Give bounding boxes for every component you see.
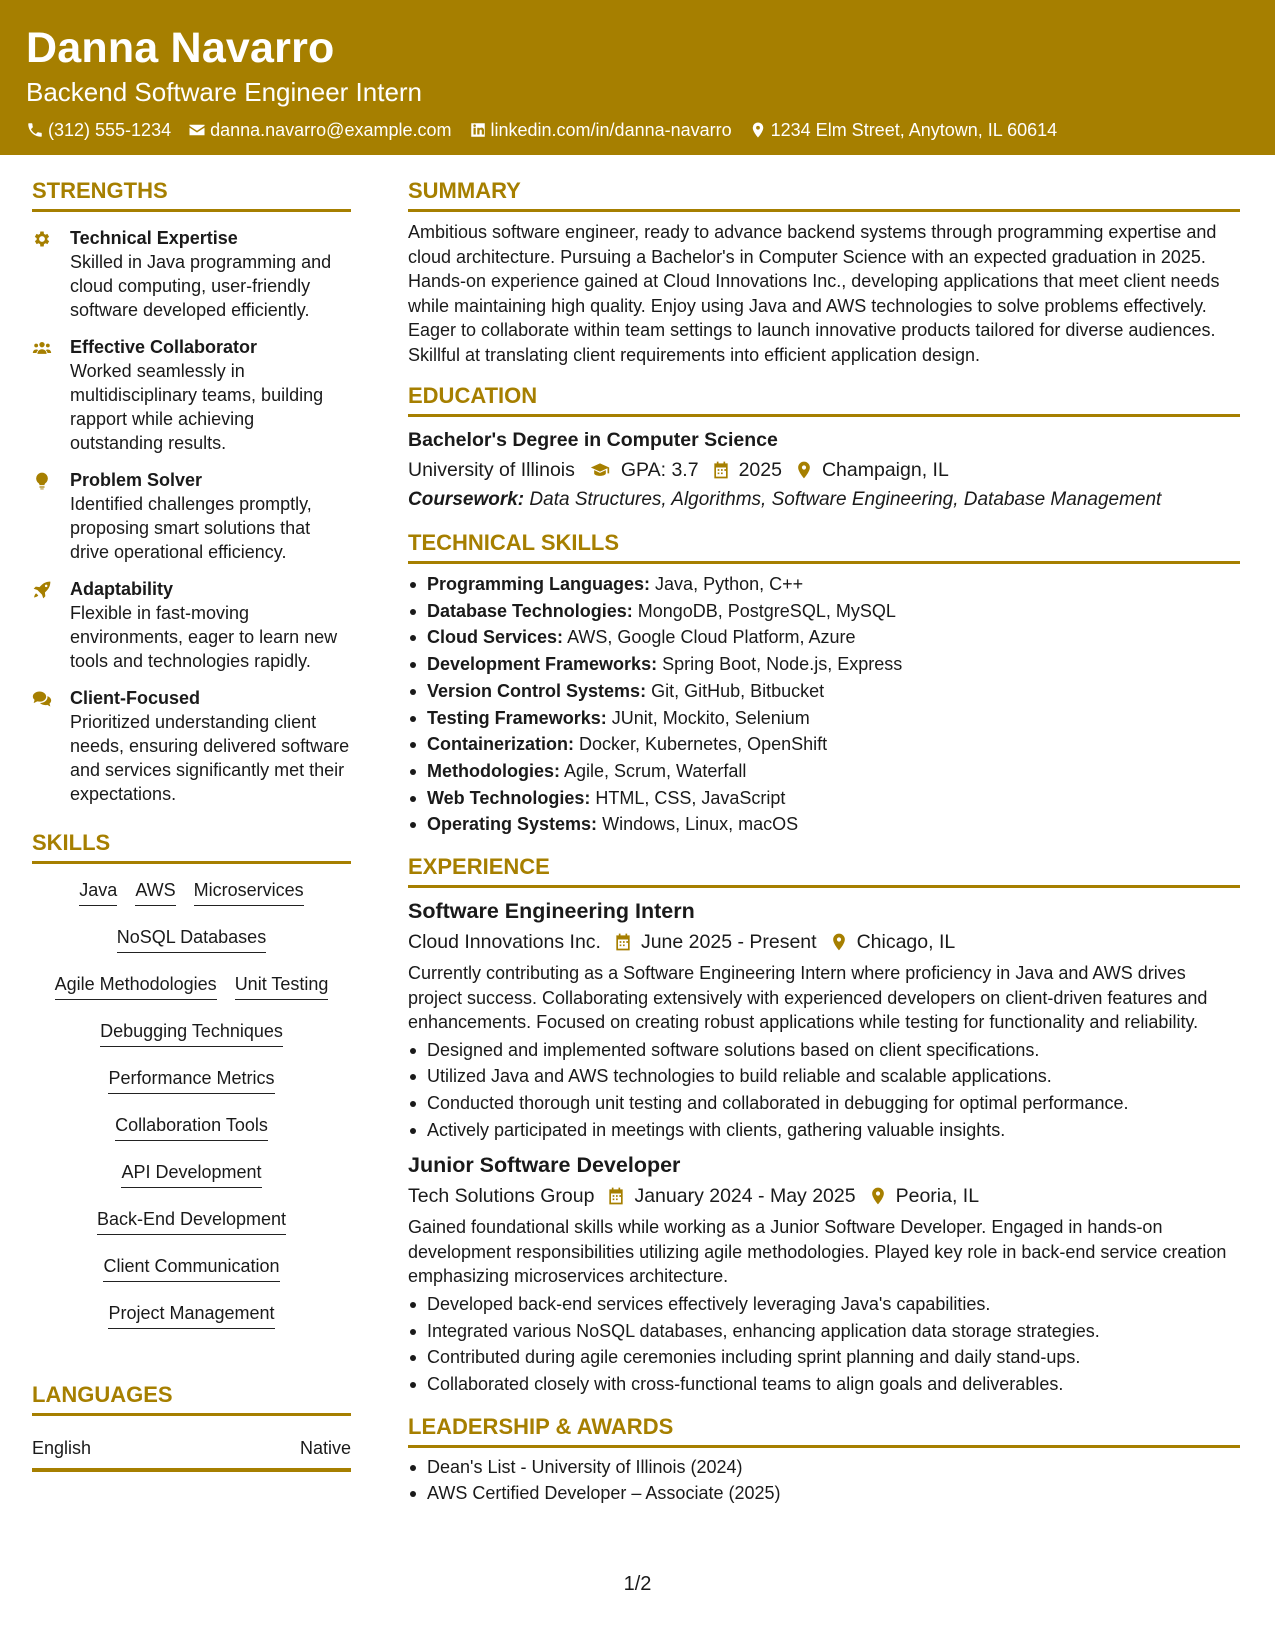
tech-skill-value: JUnit, Mockito, Selenium (611, 707, 810, 728)
job-location (868, 1182, 979, 1210)
year-text: 2025 (738, 459, 782, 481)
list-item: Conducted thorough unit testing and collaborated in debugging for optimal performance. (408, 1090, 1240, 1117)
tech-skill-label: Operating Systems: (427, 814, 598, 835)
strength-item (32, 335, 351, 455)
leadership-list (408, 1454, 1240, 1507)
list-item (408, 624, 1240, 651)
contact-phone (26, 117, 171, 143)
tech-skill-value: Windows, Linux, macOS (602, 814, 799, 835)
gpa-text: GPA: 3.7 (620, 459, 699, 481)
coursework (408, 486, 1240, 514)
tech-skill-label: Version Control Systems: (427, 680, 647, 701)
strength-title: Client-Focused (70, 688, 201, 708)
education-location (794, 456, 949, 484)
strength-description: Skilled in Java programming and cloud computing, user-friendly software developed efficiently. (70, 252, 332, 320)
gear-icon (32, 229, 52, 249)
strength-item (32, 226, 351, 322)
tech-skill-value: Docker, Kubernetes, OpenShift (579, 734, 828, 755)
technical-skills-list (408, 571, 1240, 838)
skill-tag: Microservices (194, 878, 304, 906)
skill-tag: Debugging Techniques (100, 1019, 283, 1047)
list-item (408, 678, 1240, 705)
job-bullets (408, 1037, 1240, 1144)
skill-tag: Java (79, 878, 117, 906)
skills-list (32, 878, 351, 1348)
dates-text: January 2024 - May 2025 (634, 1185, 856, 1208)
phone-icon (26, 121, 44, 139)
linkedin-url[interactable]: linkedin.com/in/danna-navarro (490, 120, 732, 140)
resume-header (0, 0, 1275, 155)
lightbulb-icon (32, 471, 52, 491)
school-name (408, 456, 575, 484)
job-meta (408, 1182, 1240, 1210)
list-item (408, 731, 1240, 758)
language-row (32, 1436, 351, 1472)
email-address[interactable]: danna.navarro@example.com (210, 120, 452, 140)
graduation-year (711, 456, 782, 484)
skills-heading: SKILLS (32, 828, 351, 864)
graduation-cap-icon (587, 460, 613, 480)
right-column (408, 176, 1240, 1507)
list-item: Contributed during agile ceremonies including sprint planning and daily stand-ups. (408, 1344, 1240, 1371)
job-title: Junior Software Developer (408, 1153, 681, 1178)
job-dates (613, 928, 817, 956)
technical-skills-heading: TECHNICAL SKILLS (408, 528, 1240, 564)
tech-skill-label: Database Technologies: (427, 600, 633, 621)
list-item: Collaborated closely with cross-functional teams to align goals and deliverables. (408, 1371, 1240, 1398)
skill-tag: Back-End Development (97, 1207, 286, 1235)
list-item: Actively participated in meetings with clients, gathering valuable insights. (408, 1117, 1240, 1144)
location-text: Champaign, IL (821, 459, 949, 481)
skill-tag: Unit Testing (235, 972, 329, 1000)
tech-skill-value: Agile, Scrum, Waterfall (564, 760, 747, 781)
skill-tag: Client Communication (103, 1254, 279, 1282)
location-text: Chicago, IL (856, 931, 956, 954)
map-pin-icon (868, 1186, 888, 1206)
degree-title: Bachelor's Degree in Computer Science (408, 429, 778, 451)
list-item: Utilized Java and AWS technologies to build reliable and scalable applications. (408, 1063, 1240, 1090)
skill-tag: Performance Metrics (108, 1066, 274, 1094)
job-dates (606, 1182, 855, 1210)
list-item (408, 811, 1240, 838)
contact-address (749, 117, 1058, 143)
contact-email[interactable] (188, 117, 451, 143)
strength-title: Technical Expertise (70, 228, 238, 248)
education-meta (408, 456, 1240, 484)
coursework-list: Data Structures, Algorithms, Software Engineering, Database Management (529, 489, 1162, 510)
strength-item (32, 686, 351, 806)
leadership-heading: LEADERSHIP & AWARDS (408, 1412, 1240, 1448)
skill-tag: Project Management (108, 1301, 274, 1329)
dates-text: June 2025 - Present (640, 931, 817, 954)
tech-skill-value: Spring Boot, Node.js, Express (662, 654, 903, 675)
tech-skill-label: Web Technologies: (427, 787, 591, 808)
skill-tag: Agile Methodologies (55, 972, 217, 1000)
tech-skill-value: Java, Python, C++ (655, 574, 804, 594)
strength-title: Effective Collaborator (70, 337, 258, 357)
address-text: 1234 Elm Street, Anytown, IL 60614 (770, 120, 1058, 140)
strength-description: Flexible in fast-moving environments, eager to learn new tools and technologies rapidly. (70, 603, 338, 671)
calendar-icon (711, 460, 731, 480)
list-item (408, 705, 1240, 732)
candidate-name: Danna Navarro (26, 24, 335, 72)
list-item (408, 571, 1240, 598)
job-description: Currently contributing as a Software Engineering Intern where proficiency in Java and AWS drives project success. Collaborating extensively with experienced developers on client-driven features and enhancements. Focused on creating robust applications while testing for functionality and reliability. (408, 963, 1208, 1033)
list-item: AWS Certified Developer – Associate (2025) (408, 1480, 1240, 1507)
page-number: 1/2 (623, 1573, 652, 1595)
skill-tag: NoSQL Databases (117, 925, 266, 953)
strengths-heading: STRENGTHS (32, 176, 351, 212)
tech-skill-label: Cloud Services: (427, 627, 564, 648)
skill-tag: AWS (135, 878, 175, 906)
map-pin-icon (794, 460, 814, 480)
strength-item (32, 468, 351, 564)
list-item: Dean's List - University of Illinois (2024) (408, 1454, 1240, 1481)
gpa (587, 456, 699, 484)
tech-skill-label: Testing Frameworks: (427, 707, 607, 728)
languages-heading: LANGUAGES (32, 1380, 351, 1416)
company-text: Tech Solutions Group (408, 1185, 595, 1208)
list-item (408, 785, 1240, 812)
map-pin-icon (829, 932, 849, 952)
comments-icon (32, 689, 52, 709)
strength-title: Problem Solver (70, 470, 203, 490)
phone-number: (312) 555-1234 (48, 120, 172, 140)
school-text: University of Illinois (408, 459, 575, 481)
strength-title: Adaptability (70, 579, 174, 599)
tech-skill-value: HTML, CSS, JavaScript (595, 787, 786, 808)
linkedin-icon (469, 121, 487, 139)
skill-tag: Collaboration Tools (115, 1113, 268, 1141)
tech-skill-value: MongoDB, PostgreSQL, MySQL (637, 600, 896, 621)
list-item (408, 758, 1240, 785)
job-title: Software Engineering Intern (408, 899, 695, 924)
rocket-icon (32, 580, 52, 600)
tech-skill-label: Containerization: (427, 734, 574, 755)
job-entry (408, 1151, 1240, 1397)
company-text: Cloud Innovations Inc. (408, 931, 601, 954)
summary-heading: SUMMARY (408, 176, 1240, 212)
users-icon (32, 338, 52, 358)
list-item (408, 651, 1240, 678)
tech-skill-label: Development Frameworks: (427, 654, 658, 675)
candidate-title: Backend Software Engineer Intern (26, 77, 423, 107)
strength-description: Identified challenges promptly, proposing smart solutions that drive operational efficiency. (70, 494, 312, 562)
strength-description: Worked seamlessly in multidisciplinary teams, building rapport while achieving outstanding results. (70, 361, 324, 453)
skill-tag: API Development (121, 1160, 261, 1188)
company-name (408, 928, 601, 956)
job-description: Gained foundational skills while working as a Junior Software Developer. Engaged in hands-on development responsibilities utilizing agile methodologies. Played key role in back-end service creation emphasizing microservices architecture. (408, 1217, 1227, 1287)
envelope-icon (188, 121, 206, 139)
contact-linkedin[interactable] (469, 117, 732, 143)
left-column (32, 176, 351, 1472)
job-entry (408, 897, 1240, 1143)
list-item (408, 598, 1240, 625)
list-item: Designed and implemented software solutions based on client specifications. (408, 1037, 1240, 1064)
language-name: English (32, 1438, 92, 1458)
tech-skill-value: Git, GitHub, Bitbucket (651, 680, 825, 701)
list-item: Developed back-end services effectively leveraging Java's capabilities. (408, 1291, 1240, 1318)
map-pin-icon (749, 121, 767, 139)
job-location (829, 928, 956, 956)
tech-skill-label: Programming Languages: (427, 574, 651, 594)
tech-skill-label: Methodologies: (427, 760, 560, 781)
calendar-icon (606, 1186, 626, 1206)
job-bullets (408, 1291, 1240, 1398)
job-meta (408, 928, 1240, 956)
summary-text: Ambitious software engineer, ready to advance backend systems through programming expertise and cloud architecture. Pursuing a Bachelor's in Computer Science with an expected graduation in 2025. Hands-on experience gained at Cloud Innovations Inc., developing applications that meet client needs while maintaining high quality. Enjoy using Java and AWS technologies to solve problems effectively. Eager to collaborate within team settings to launch innovative products tailored for diverse audiences. Skillful at translating client requirements into efficient application design. (408, 222, 1220, 365)
company-name (408, 1182, 594, 1210)
coursework-label: Coursework: (408, 489, 525, 510)
location-text: Peoria, IL (895, 1185, 980, 1208)
education-heading: EDUCATION (408, 381, 1240, 417)
list-item: Integrated various NoSQL databases, enhancing application data storage strategies. (408, 1318, 1240, 1345)
calendar-icon (613, 932, 633, 952)
contact-bar (26, 117, 1249, 143)
tech-skill-value: AWS, Google Cloud Platform, Azure (567, 627, 856, 648)
strength-description: Prioritized understanding client needs, ensuring delivered software and services significantly met their expectations. (70, 712, 350, 804)
experience-heading: EXPERIENCE (408, 852, 1240, 888)
strength-item (32, 577, 351, 673)
language-level: Native (299, 1438, 351, 1458)
